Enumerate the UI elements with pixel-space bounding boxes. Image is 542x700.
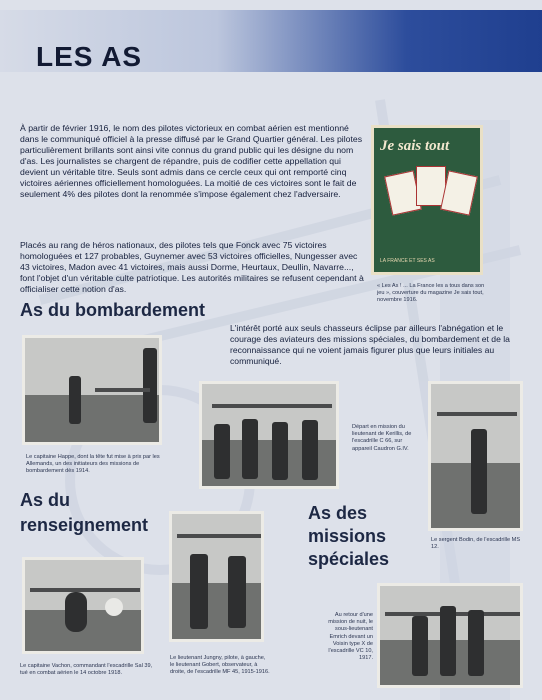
caption-happe: Le capitaine Happe, dont la tête fut mise à prix par les Allemands, un des initiateurs des missions de bombardement dès 1914. (26, 454, 160, 475)
caption-vachon: Le capitaine Vachon, commandant l'escadrille Sal 39, tué en combat aérien le 14 octobre 1918. (20, 663, 153, 677)
magazine-title: Je sais tout (380, 138, 450, 154)
photo-happe (22, 335, 162, 445)
photo-emrich (377, 583, 523, 688)
magazine-cover-image (371, 125, 483, 275)
intro-paragraph-2: Placés au rang de héros nationaux, des pilotes tels que Fonck avec 75 victoires homologuées et 127 probables, Guynemer avec 53 victoires officielles, Nungesser avec 43 victoires, Madon avec 41 victoires, mais aussi Dorme, Heurtaux, Deullin, Navarre..., font l'objet d'un véritable culte patriotique. Les autorités militaires se refusent cependant à officialiser cette notion d'as. (20, 240, 364, 294)
photo-bodin (428, 381, 523, 531)
photo-kerillis (199, 381, 339, 489)
bombardement-paragraph: L'intérêt porté aux seuls chasseurs éclipse par ailleurs l'abnégation et le courage des aviateurs des missions spéciales, du bombardement et de la reconnaissance qui ne voient jamais figurer plus que leurs initiales au communiqué. (230, 323, 510, 366)
magazine-footer: LA FRANCE ET SES AS (380, 258, 435, 264)
intro-paragraph-1: À partir de février 1916, le nom des pilotes victorieux en combat aérien est mentionné dans le communiqué officiel à la presse diffusé par le Grand Quartier général. Les pilotes particulièrement brillants sont ainsi vite connus du grand public qui les désigne du nom d'as. Les journalistes se chargent de répandre, puis de codifier cette appellation qui devient un véritable titre. Seuls sont admis dans ce cercle ceux qui ont remporté cinq victoires aériennes officiellement homologuées. La moitié de ces victoires sont le fait de seulement 4% des pilotes dont la renommée s'impose également chez l'adversaire. (20, 123, 363, 199)
photo-vachon (22, 557, 144, 654)
caption-jungny: Le lieutenant Jungny, pilote, à gauche, le lieutenant Gobert, observateur, à droite, de l'escadrille MF 45, 1915-1916. (170, 655, 270, 676)
section-title-missions: As des missions spéciales (308, 503, 390, 569)
caption-emrich: Au retour d'une mission de nuit, le sous-lieutenant Emrich devant un Voisin type X de l'escadrille VC 10, 1917. (328, 612, 373, 662)
caption-kerillis: Départ en mission du lieutenant de Kerillis, de l'escadrille C 66, sur appareil Caudron G.IV. (352, 424, 412, 452)
section-title-renseignement: As du renseignement (20, 490, 149, 535)
section-title-bombardement: As du bombardement (20, 300, 206, 320)
page-title: LES AS (36, 40, 143, 72)
magazine-caption: « Les As ! ... La France les a tous dans son jeu », couverture du magazine Je sais tout, novembre 1916. (377, 283, 485, 304)
caption-bodin: Le sergent Bodin, de l'escadrille MS 12. (431, 537, 521, 551)
photo-jungny (169, 511, 264, 642)
